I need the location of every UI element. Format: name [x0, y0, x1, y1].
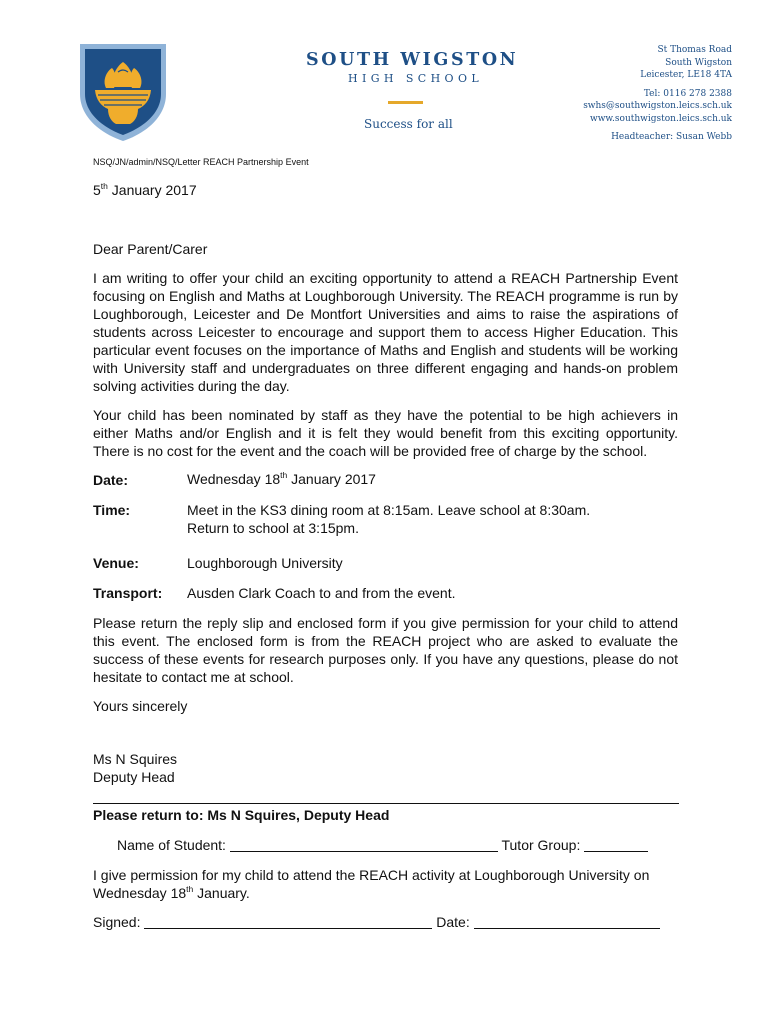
transport-label: Transport: [93, 585, 163, 601]
signed-label: Signed: [93, 914, 141, 930]
signed-date-label: Date: [436, 914, 470, 930]
school-telephone: Tel: 0116 278 2388 [643, 88, 732, 99]
school-name: SOUTH WIGSTON [306, 50, 519, 70]
tutor-group-field[interactable] [584, 838, 648, 852]
permission-line2: Wednesday 18th January. [93, 884, 250, 901]
signature-field[interactable] [144, 915, 432, 929]
signature-row [93, 913, 660, 931]
headteacher: Headteacher: Susan Webb [611, 132, 732, 142]
signed-date-field[interactable] [474, 915, 660, 929]
address-line: St Thomas Road [657, 45, 732, 55]
signatory-name: Ms N Squires [93, 751, 178, 767]
event-time-line2: Return to school at 3:15pm. [187, 520, 359, 536]
intro-paragraph: I am writing to offer your child an exciting opportunity to attend a REACH Partnership Event focusing on English and Maths at Loughborough University. The REACH programme is run by Loughborough, Leicester and De Montfort Universities and aims to raise the aspirations of students across Leicester to encourage and support them to access Higher Education. This particular event focuses on the importance of Maths and English and students will be working with University staff and undergraduates on three different engaging and hands-on problem solving activities during the day. [93, 270, 678, 394]
school-crest-logo [78, 42, 168, 142]
signatory-title: Deputy Head [93, 769, 175, 785]
address-line: South Wigston [665, 57, 732, 68]
letter-date: 5th January 2017 [93, 181, 197, 198]
nomination-paragraph: Your child has been nominated by staff as they have the potential to be high achievers in either Maths and/or English and it is felt they would benefit from this exciting opportunity. There is no cost for the event and the coach will be provided free of charge by the school. [93, 407, 678, 459]
event-time-line1: Meet in the KS3 dining room at 8:15am. Leave school at 8:30am. [187, 502, 591, 518]
address-line: Leicester, LE18 4TA [640, 70, 732, 80]
event-date: Wednesday 18th January 2017 [187, 470, 376, 487]
reply-slip-divider [93, 803, 679, 804]
closing: Yours sincerely [93, 698, 188, 714]
school-subtitle: HIGH SCHOOL [348, 72, 484, 85]
reply-slip-heading: Please return to: Ms N Squires, Deputy Head [93, 807, 390, 823]
permission-line1: I give permission for my child to attend the REACH activity at Loughborough University on [93, 867, 650, 883]
school-motto: Success for all [364, 117, 453, 131]
date-label: Date: [93, 472, 129, 488]
event-venue: Loughborough University [187, 555, 343, 571]
return-paragraph: Please return the reply slip and enclosed form if you give permission for your child to attend this event. The enclosed form is from the REACH project who are asked to evaluate the success of these events for research purposes only. If you have any questions, please do not hesitate to contact me at school. [93, 615, 678, 685]
student-name-field[interactable] [230, 838, 498, 852]
school-website: www.southwigston.leics.sch.uk [590, 113, 732, 124]
tutor-group-label: Tutor Group: [501, 837, 581, 853]
student-name-row [117, 836, 648, 854]
letter-reference: NSQ/JN/admin/NSQ/Letter REACH Partnership Event [93, 157, 309, 167]
gold-divider [388, 101, 423, 104]
salutation: Dear Parent/Carer [93, 241, 208, 257]
school-email: swhs@southwigston.leics.sch.uk [583, 101, 732, 111]
venue-label: Venue: [93, 555, 139, 571]
event-transport: Ausden Clark Coach to and from the event. [187, 585, 456, 601]
time-label: Time: [93, 502, 131, 518]
student-name-label: Name of Student: [117, 837, 226, 853]
school-address-block [583, 44, 732, 144]
